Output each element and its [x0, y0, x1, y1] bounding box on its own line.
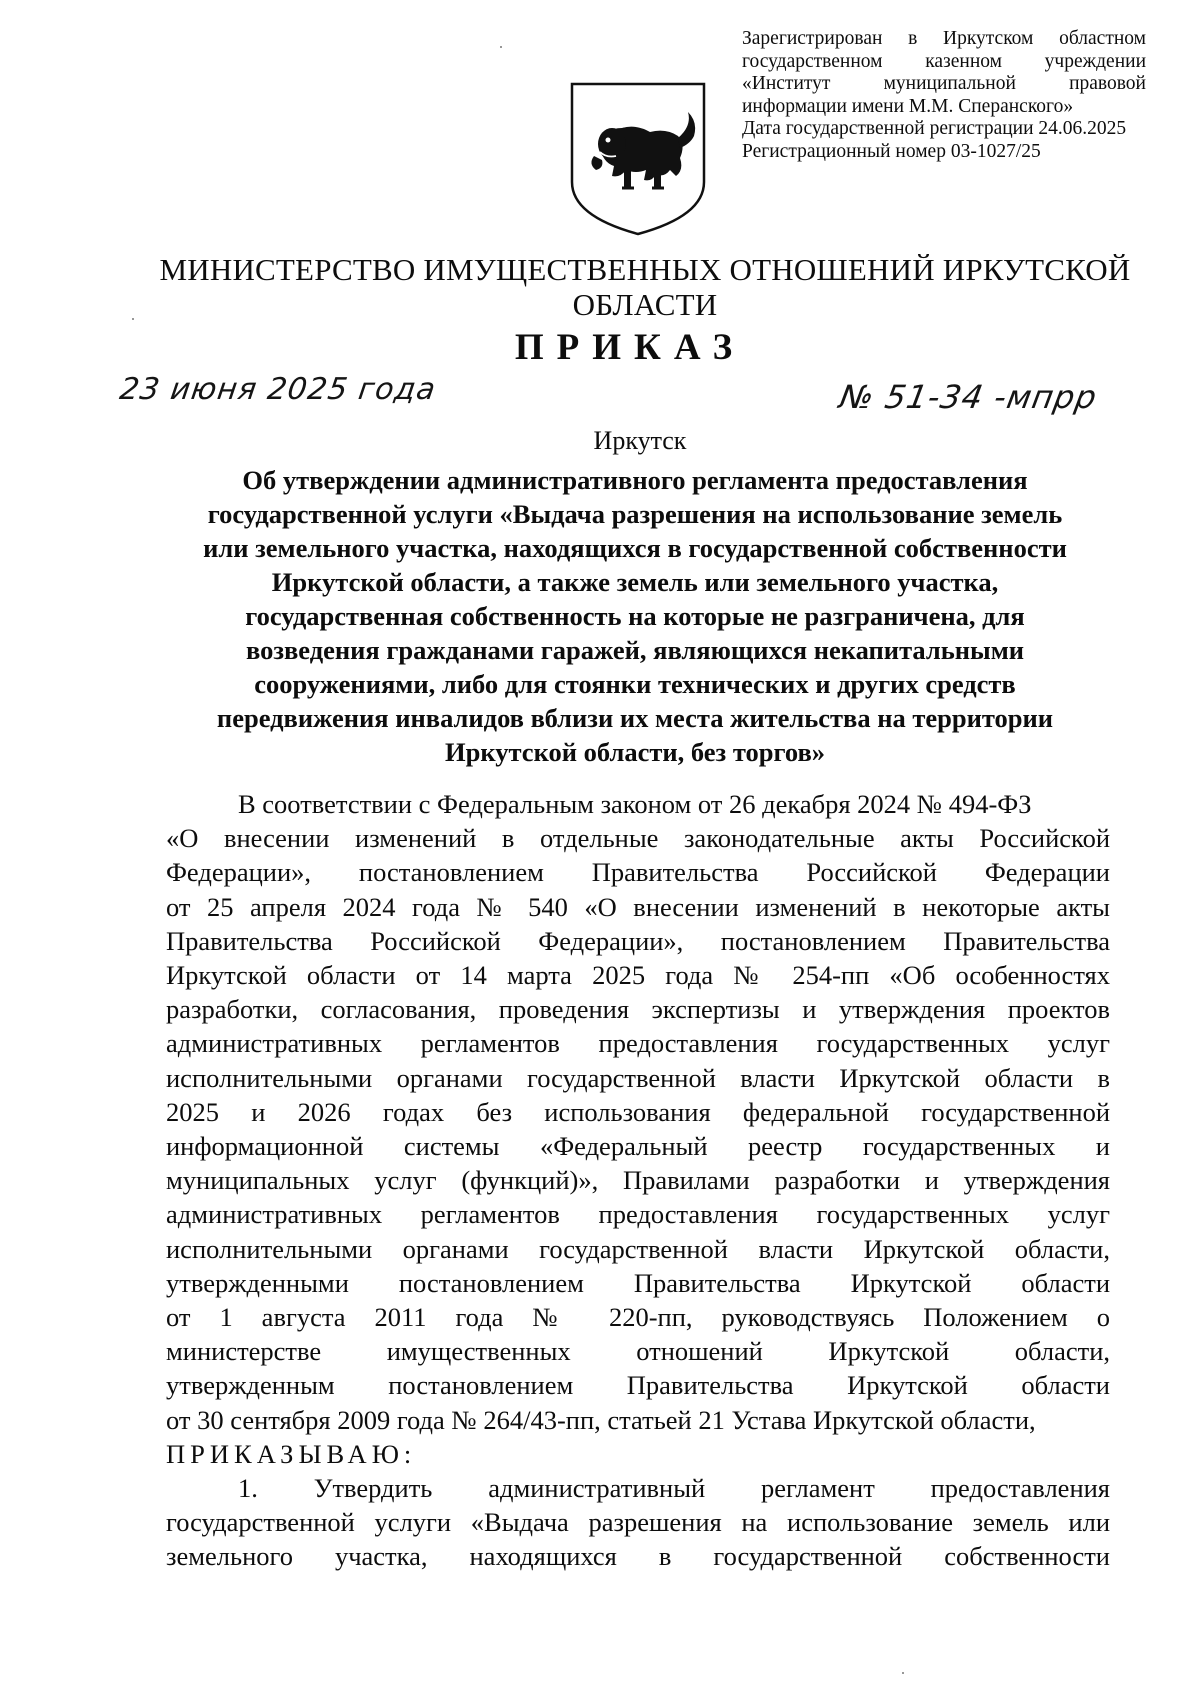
- body-line: 1. Утвердить административный регламент предоставления: [238, 1473, 1110, 1504]
- body-line: В соответствии с Федеральным законом от 26 декабря 2024 № 494-ФЗ: [238, 789, 1032, 819]
- scan-speck: [132, 318, 134, 320]
- body-line: административных регламентов предоставления государственных услуг: [166, 1028, 1110, 1059]
- body-line: министерстве имущественных отношений Иркутской области,: [166, 1336, 1110, 1367]
- registration-stamp: [742, 28, 1146, 163]
- order-title: ПРИКАЗ: [514, 327, 746, 368]
- body-line: 2025 и 2026 годах без использования федеральной государственной: [166, 1096, 1110, 1127]
- ministry-name-line: ОБЛАСТИ: [572, 287, 718, 322]
- body-line: от 1 августа 2011 года № 220-пп, руководствуясь Положением о: [166, 1302, 1110, 1333]
- subject-line: передвижения инвалидов вблизи их места жительства на территории: [216, 703, 1054, 733]
- body-line: исполнительными органами государственной власти Иркутской области,: [166, 1233, 1110, 1264]
- order-directive: ПРИКАЗЫВАЮ:: [166, 1438, 417, 1469]
- registration-line: «Институт муниципальной правовой: [742, 73, 1146, 94]
- subject-line: государственная собственность на которые не разграничена, для: [245, 601, 1025, 631]
- registration-line: Зарегистрирован в Иркутском областном: [742, 28, 1146, 49]
- registration-line: информации имени М.М. Сперанского»: [742, 95, 1074, 117]
- irkutsk-coat-of-arms-icon: [566, 78, 710, 238]
- subject-line: или земельного участка, находящихся в государственной собственности: [203, 533, 1067, 563]
- body-line: информационной системы «Федеральный реестр государственных и: [166, 1131, 1110, 1162]
- body-line: Правительства Российской Федерации», постановлением Правительства: [166, 925, 1110, 956]
- subject-line: сооружениями, либо для стоянки технических и других средств: [254, 669, 1016, 699]
- body-line: от 25 апреля 2024 года № 540 «О внесении изменений в некоторые акты: [166, 891, 1110, 922]
- registration-number-line: Регистрационный номер 03-1027/25: [742, 140, 1041, 162]
- body-line: государственной услуги «Выдача разрешения на использование земель или: [166, 1507, 1110, 1538]
- body-line: утвержденными постановлением Правительства Иркутской области: [166, 1267, 1110, 1298]
- order-subject: [160, 463, 1110, 769]
- order-date-handwritten: 23 июня 2025 года: [117, 372, 439, 407]
- body-line: исполнительными органами государственной власти Иркутской области в: [166, 1062, 1110, 1093]
- ministry-name-line: МИНИСТЕРСТВО ИМУЩЕСТВЕННЫХ ОТНОШЕНИЙ ИРКУТСКОЙ: [159, 252, 1131, 287]
- subject-line: Иркутской области, без торгов»: [444, 737, 826, 767]
- subject-line: Об утверждении административного регламента предоставления: [242, 465, 1028, 495]
- ministry-name: [120, 252, 1170, 322]
- body-line: от 30 сентября 2009 года № 264/43-пп, статьей 21 Устава Иркутской области,: [166, 1404, 1036, 1435]
- body-line: Федерации», постановлением Правительства Российской Федерации: [166, 857, 1110, 888]
- registration-date-line: Дата государственной регистрации 24.06.2025: [742, 118, 1127, 139]
- registration-line: государственном казенном учреждении: [742, 50, 1146, 72]
- order-number-handwritten: № 51-34 -мпрр: [836, 378, 1101, 416]
- body-line: земельного участка, находящихся в государственной собственности: [166, 1541, 1110, 1572]
- body-line: Иркутской области от 14 марта 2025 года № 254-пп «Об особенностях: [166, 960, 1110, 991]
- scan-speck: [902, 1672, 904, 1674]
- body-line: муниципальных услуг (функций)», Правилами разработки и утверждения: [166, 1165, 1110, 1196]
- body-line: «О внесении изменений в отдельные законодательные акты Российской: [166, 823, 1110, 854]
- subject-line: возведения гражданами гаражей, являющихся некапитальными: [245, 635, 1025, 665]
- city-name: Иркутск: [593, 426, 687, 455]
- scan-speck: [500, 46, 502, 48]
- body-line: разработки, согласования, проведения экспертизы и утверждения проектов: [166, 994, 1110, 1025]
- subject-line: Иркутской области, а также земель или земельного участка,: [271, 567, 999, 597]
- body-line: утвержденным постановлением Правительства Иркутской области: [166, 1370, 1110, 1401]
- body-line: административных регламентов предоставления государственных услуг: [166, 1199, 1110, 1230]
- subject-line: государственной услуги «Выдача разрешения на использование земель: [207, 499, 1063, 529]
- order-body: [166, 787, 1110, 1574]
